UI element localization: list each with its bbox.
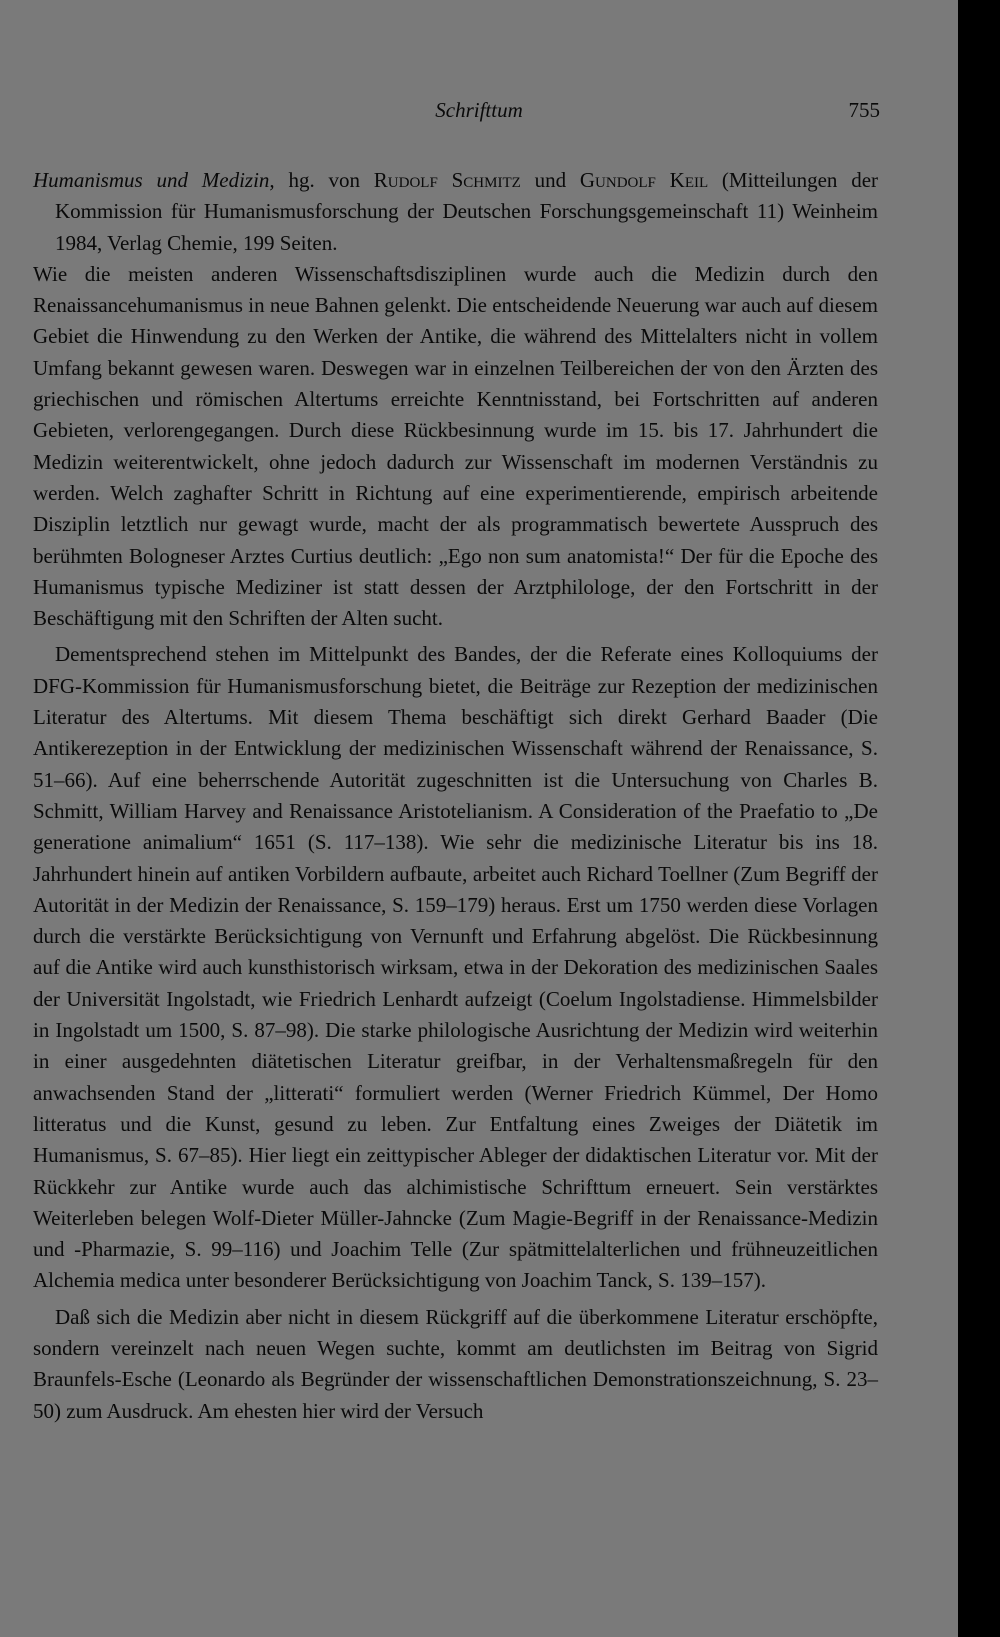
paragraph: Wie die meisten anderen Wissenschaftsdisziplinen wurde auch die Medizin durch den Renaissancehumanismus in neue Bahnen gelenkt. Die entscheidende Neuerung war auch auf diesem Gebiet die Hinwendung zu den Werken der Antike, die während des Mittelalters nicht in vollem Umfang bekannt gewesen waren. Deswegen war in einzelnen Teilbereichen der von den Ärzten des griechischen und römischen Altertums erreichte Kenntnisstand, bei Fortschritten auf anderen Gebieten, verlorengegangen. Durch diese Rückbesinnung wurde im 15. bis 17. Jahrhundert die Medizin weiterentwickelt, ohne jedoch dadurch zur Wissenschaft im modernen Verständnis zu werden. Welch zaghafter Schritt in Richtung auf eine experimentierende, empirisch arbeitende Disziplin letztlich nur gewagt wurde, macht der als programmatisch bewertete Ausspruch des berühmten Bologneser Arztes Curtius deutlich: „Ego non sum anatomista!“ Der für die Epoche des Humanismus typische Mediziner ist statt dessen der Arztphilologe, der den Fortschritt in der Beschäftigung mit den Schriften der Alten sucht. bbox=[33, 261, 878, 631]
paragraph: Daß sich die Medizin aber nicht in diesem Rückgriff auf die überkommene Literatur erschöpfte, sondern vereinzelt nach neuen Wegen suchte, kommt am deutlichsten im Beitrag von Sigrid Braunfels-Esche (Leonardo als Begründer der wissenschaftlichen Demonstrationszeichnung, S. 23–50) zum Ausdruck. Am ehesten hier wird der Versuch bbox=[33, 1304, 878, 1423]
editor-name: Rudolf Schmitz bbox=[373, 168, 521, 192]
entry-details: (Mitteilungen der Kommission für Humanismusforschung der Deutschen Forschungsgemeinschaft 11) Weinheim 1984, Verlag Chemie, 199 Seiten. bbox=[55, 168, 879, 255]
review-text bbox=[33, 165, 878, 1427]
paragraph: Dementsprechend stehen im Mittelpunkt des Bandes, der die Referate eines Kolloquiums der DFG-Kommission für Humanismusforschung bietet, die Beiträge zur Rezeption der medizinischen Literatur des Altertums. Mit diesem Thema beschäftigt sich direkt Gerhard Baader (Die Antikerezeption in der Entwicklung der medizinischen Wissenschaft während der Renaissance, S. 51–66). Auf eine beherrschende Autorität zugeschnitten ist die Untersuchung von Charles B. Schmitt, William Harvey and Renaissance Aristotelianism. A Consideration of the Praefatio to „De generatione animalium“ 1651 (S. 117–138). Wie sehr die medizinische Literatur bis ins 18. Jahrhundert hinein auf antiken Vorbildern aufbaute, arbeitet auch Richard Toellner (Zum Begriff der Autorität in der Medizin der Renaissance, S. 159–179) heraus. Erst um 1750 werden diese Vorlagen durch die verstärkte Berücksichtigung von Vernunft und Erfahrung abgelöst. Die Rückbesinnung auf die Antike wird auch kunsthistorisch wirksam, etwa in der Dekoration des medizinischen Saales der Universität Ingolstadt, wie Friedrich Lenhardt aufzeigt (Coelum Ingolstadiense. Himmelsbilder in Ingolstadt um 1500, S. 87–98). Die starke philologische Ausrichtung der Medizin wird weiterhin in einer ausgedehnten diätetischen Literatur greifbar, in der Verhaltensmaßregeln für den anwachsenden Stand der „litterati“ formuliert werden (Werner Friedrich Kümmel, Der Homo litteratus und die Kunst, gesund zu leben. Zur Entfaltung eines Zweiges der Diätetik im Humanismus, S. 67–85). Hier liegt ein zeittypischer Ableger der didaktischen Literatur vor. Mit der Rückkehr zur Antike wurde auch das alchimistische Schrifttum erneuert. Sein verstärktes Weiterleben belegen Wolf-Dieter Müller-Jahncke (Zum Magie-Begriff in der Renaissance-Medizin und -Pharmazie, S. 99–116) und Joachim Telle (Zur spätmittelalterlichen und frühneuzeitlichen Alchemia medica unter besonderer Berücksichtigung von Joachim Tanck, S. 139–157). bbox=[33, 642, 878, 1293]
editor-name: Gundolf Keil bbox=[579, 168, 709, 192]
page-header bbox=[0, 98, 958, 132]
book-title: Humanismus und Medizin, bbox=[33, 168, 275, 192]
running-title: Schrifttum bbox=[435, 98, 523, 122]
entry-hg: hg. von bbox=[274, 168, 374, 192]
page-number: 755 bbox=[848, 98, 880, 122]
entry-und: und bbox=[520, 168, 580, 192]
bibliographic-entry bbox=[33, 165, 878, 259]
